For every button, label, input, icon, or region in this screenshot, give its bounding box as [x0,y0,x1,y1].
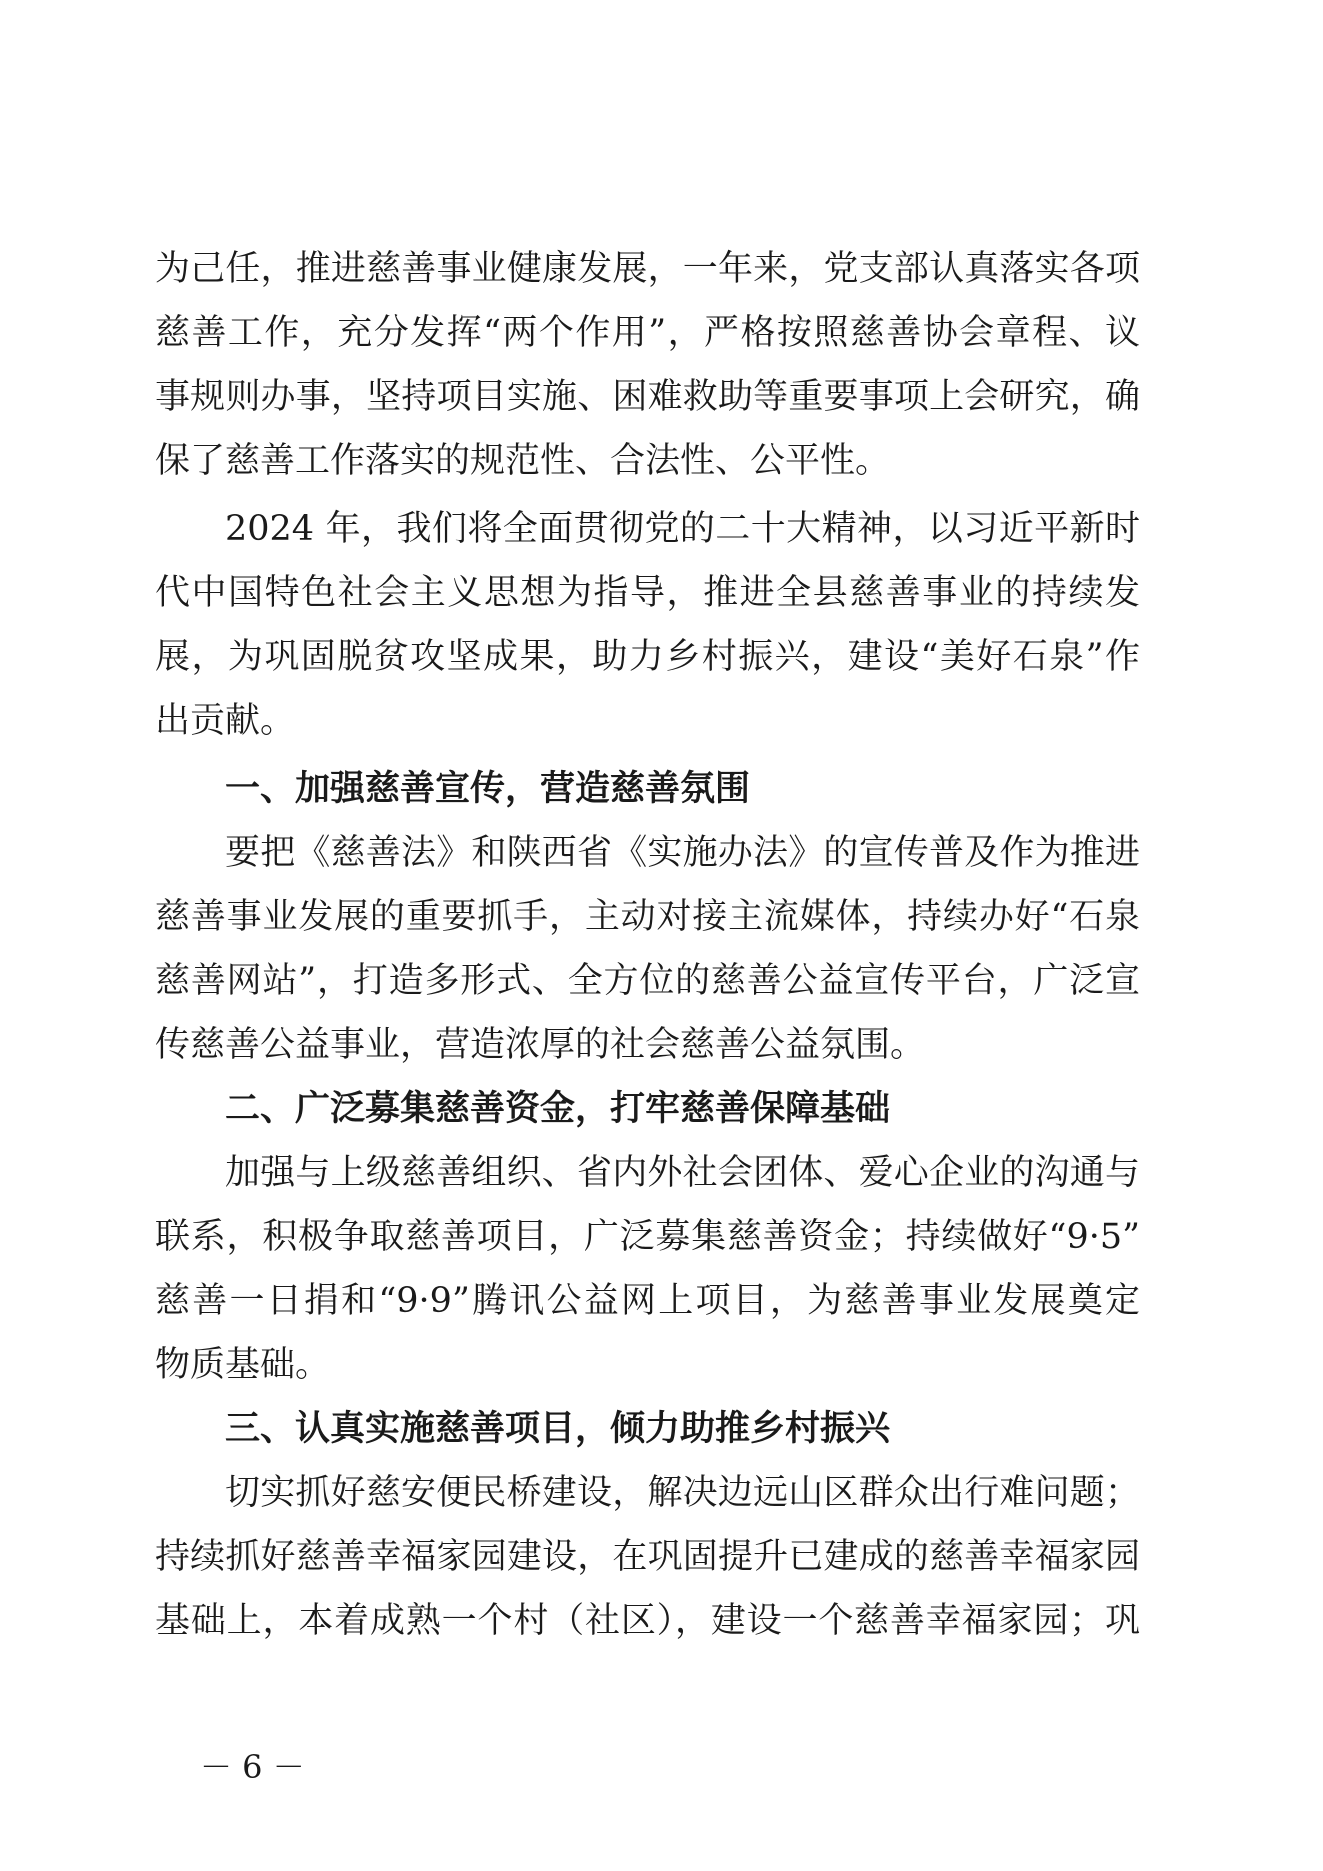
body-line: 2024 年，我们将全面贯彻党的二十大精神，以习近平新时 [225,509,1140,549]
body-line: 为己任，推进慈善事业健康发展，一年来，党支部认真落实各项 [155,249,1140,289]
page-number: － 6 － [200,1748,305,1786]
body-line: 切实抓好慈安便民桥建设，解决边远山区群众出行难问题； [225,1473,1140,1513]
body-line: 物质基础。 [155,1345,331,1385]
section-heading-3: 三、认真实施慈善项目，倾力助推乡村振兴 [225,1409,891,1449]
body-line: 慈善事业发展的重要抓手，主动对接主流媒体，持续办好“石泉 [155,897,1140,937]
body-line: 加强与上级慈善组织、省内外社会团体、爱心企业的沟通与 [225,1153,1140,1193]
body-line: 展，为巩固脱贫攻坚成果，助力乡村振兴，建设“美好石泉”作 [155,637,1140,677]
body-line: 慈善一日捐和“9·9”腾讯公益网上项目，为慈善事业发展奠定 [155,1281,1140,1321]
body-line: 慈善工作，充分发挥“两个作用”，严格按照慈善协会章程、议 [155,313,1140,353]
body-line: 持续抓好慈善幸福家园建设，在巩固提升已建成的慈善幸福家园 [155,1537,1140,1577]
section-heading-2: 二、广泛募集慈善资金，打牢慈善保障基础 [225,1089,891,1129]
body-line: 要把《慈善法》和陕西省《实施办法》的宣传普及作为推进 [225,833,1140,873]
body-line: 出贡献。 [155,701,296,741]
body-line: 事规则办事，坚持项目实施、困难救助等重要事项上会研究，确 [155,377,1140,417]
body-line: 保了慈善工作落实的规范性、合法性、公平性。 [155,441,891,481]
body-line: 联系，积极争取慈善项目，广泛募集慈善资金；持续做好“9·5” [155,1217,1140,1257]
body-line: 基础上，本着成熟一个村（社区），建设一个慈善幸福家园；巩 [155,1601,1140,1641]
body-line: 慈善网站”，打造多形式、全方位的慈善公益宣传平台，广泛宣 [155,961,1140,1001]
section-heading-1: 一、加强慈善宣传，营造慈善氛围 [225,769,751,809]
body-line: 代中国特色社会主义思想为指导，推进全县慈善事业的持续发 [155,573,1140,613]
body-line: 传慈善公益事业，营造浓厚的社会慈善公益氛围。 [155,1025,926,1065]
